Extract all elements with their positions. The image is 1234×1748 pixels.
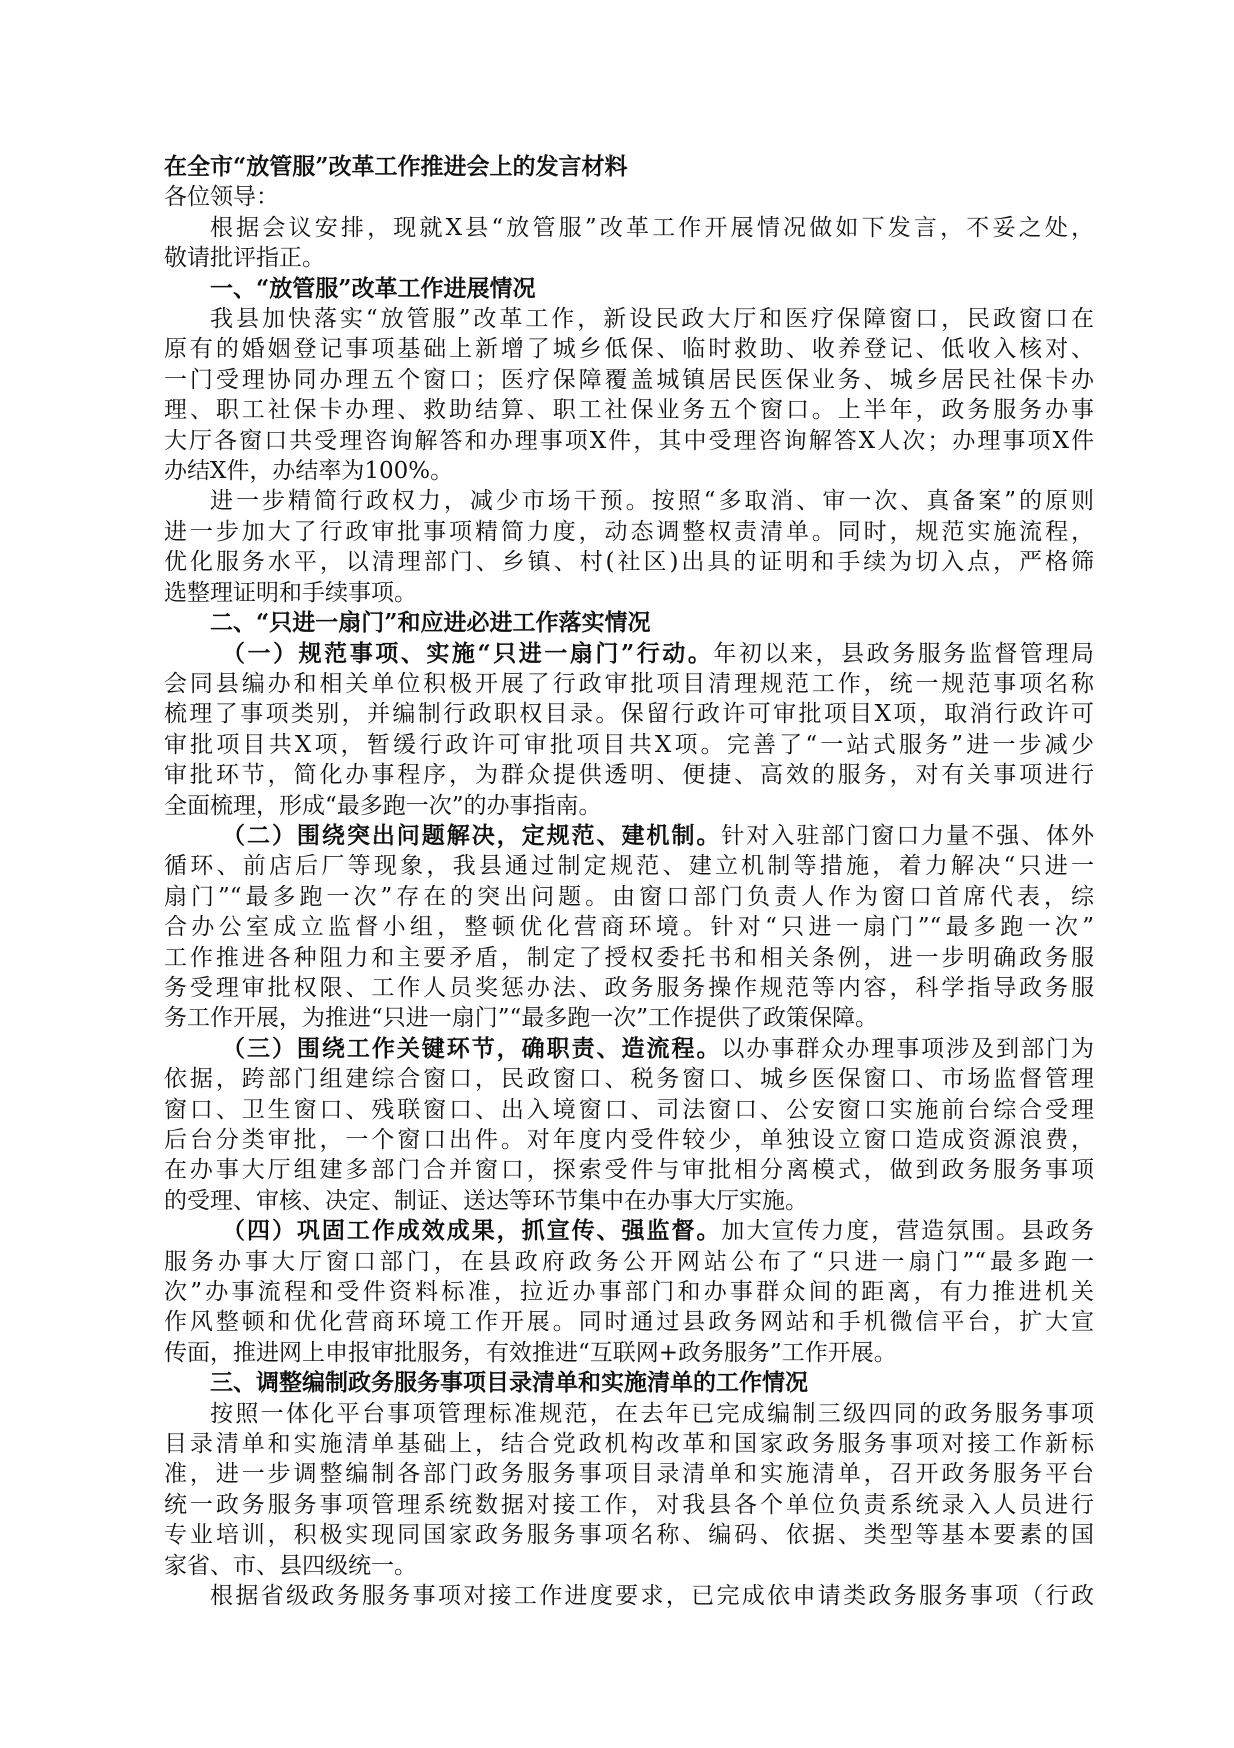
- section-1-para-1-line: 办结X件，办结率为100%。: [164, 458, 454, 485]
- section-2-sub-1-line: 审批环节，简化办事程序，为群众提供透明、便捷、高效的服务，对有关事项进行: [164, 762, 1094, 789]
- section-1-para-2-line: 选整理证明和手续事项。: [164, 579, 417, 606]
- section-2-sub-1-line: 全面梳理，形成“最多跑一次”的办事指南。: [164, 792, 602, 819]
- section-2-sub-1-line: 梳理了事项类别，并编制行政职权目录。保留行政许可审批项目X项，取消行政许可: [164, 701, 1094, 728]
- section-2-sub-1-line: 会同县编办和相关单位积极开展了行政审批项目清理规范工作，统一规范事项名称: [164, 670, 1094, 697]
- section-3-para-1-line: 专业培训，积极实现同国家政务服务事项名称、编码、依据、类型等基本要素的国: [164, 1522, 1094, 1549]
- section-3-para-1-line: 按照一体化平台事项管理标准规范，在去年已完成编制三级四同的政务服务事项: [210, 1400, 1094, 1427]
- section-2-sub-3-line: 窗口、卫生窗口、残联窗口、出入境窗口、司法窗口、公安窗口实施前台综合受理: [164, 1096, 1094, 1123]
- section-1-para-1-line: 大厅各窗口共受理咨询解答和办理事项X件，其中受理咨询解答X人次；办理事项X件: [164, 427, 1094, 454]
- section-2-sub-3-line: 后台分类审批，一个窗口出件。对年度内受件较少，单独设立窗口造成资源浪费，: [164, 1127, 1094, 1153]
- section-2-sub-2-line: 扇门”“最多跑一次”存在的突出问题。由窗口部门负责人作为窗口首席代表，综: [164, 883, 1094, 910]
- sub-heading: （三）围绕工作关键环节，确职责、造流程。: [222, 1034, 722, 1062]
- section-1-para-1-line: 一门受理协同办理五个窗口；医疗保障覆盖城镇居民医保业务、城乡居民社保卡办: [164, 366, 1094, 393]
- section-2-sub-2-line: 务受理审批权限、工作人员奖惩办法、政务服务操作规范等内容，科学指导政务服: [164, 974, 1094, 1001]
- section-3-para-2-line: 根据省级政务服务事项对接工作进度要求，已完成依申请类政务服务事项（行政: [210, 1583, 1094, 1610]
- sub-heading: （二）围绕突出问题解决，定规范、建机制。: [222, 821, 722, 849]
- section-2-sub-2-first-line: [164, 821, 1094, 851]
- section-2-sub-3-line: 在办事大厅组建多部门合并窗口，探索受件与审批相分离模式，做到政务服务事项: [164, 1157, 1094, 1184]
- sub-heading: （一）规范事项、实施“只进一扇门”行动。: [222, 639, 714, 667]
- section-2-sub-4-line: 作风整顿和优化营商环境工作开展。同时通过县政务网站和手机微信平台，扩大宣: [164, 1309, 1094, 1336]
- sub-heading-rest: 以办事群众办理事项涉及到部门为: [721, 1035, 1095, 1062]
- sub-heading-rest: 针对入驻部门窗口力量不强、体外: [721, 822, 1095, 849]
- section-1-heading: 一、“放管服”改革工作进展情况: [210, 274, 536, 302]
- section-2-sub-3-first-line: [164, 1034, 1094, 1064]
- document-body: [164, 152, 1094, 1612]
- section-2-sub-4-first-line: [164, 1216, 1094, 1246]
- document-title: 在全市“放管服”改革工作推进会上的发言材料: [164, 153, 628, 180]
- section-2-sub-2-line: 工作推进各种阻力和主要矛盾，制定了授权委托书和相关条例，进一步明确政务服: [164, 944, 1094, 971]
- section-3-para-1-line: 家省、市、县四级统一。: [164, 1552, 417, 1579]
- section-2-sub-3-line: 依据，跨部门组建综合窗口，民政窗口、税务窗口、城乡医保窗口、市场监督管理: [164, 1066, 1094, 1093]
- section-2-sub-3-line: 的受理、审核、决定、制证、送达等环节集中在办事大厅实施。: [164, 1187, 808, 1214]
- section-1-para-1-line: 理、职工社保卡办理、救助结算、职工社保业务五个窗口。上半年，政务服务办事: [164, 397, 1094, 424]
- salutation: 各位领导：: [164, 184, 279, 211]
- section-2-sub-2-line: 合办公室成立监督小组，整顿优化营商环境。针对“只进一扇门”“最多跑一次”: [164, 914, 1094, 941]
- section-2-sub-4-line: 传面，推进网上申报审批服务，有效推进“互联网+政务服务”工作开展。: [164, 1339, 897, 1366]
- section-1-para-2-line: 进一步精简行政权力，减少市场干预。按照“多取消、审一次、真备案”的原则: [210, 488, 1094, 515]
- section-2-sub-4-line: 服务办事大厅窗口部门，在县政府政务公开网站公布了“只进一扇门”“最多跑一: [164, 1248, 1094, 1275]
- section-3-para-1-line: 统一政务服务事项管理系统数据对接工作，对我县各个单位负责系统录入人员进行: [164, 1491, 1094, 1518]
- section-1-para-1-line: 我县加快落实“放管服”改革工作，新设民政大厅和医疗保障窗口，民政窗口在: [210, 306, 1094, 333]
- section-3-para-1-line: 准，进一步调整编制各部门政务服务事项目录清单和实施清单，召开政务服务平台: [164, 1461, 1094, 1488]
- section-2-heading: 二、“只进一扇门”和应进必进工作落实情况: [210, 609, 651, 637]
- section-3-heading: 三、调整编制政务服务事项目录清单和实施清单的工作情况: [210, 1369, 808, 1397]
- section-2-sub-4-line: 次”办事流程和受件资料标准，拉近办事部门和办事群众间的距离，有力推进机关: [164, 1279, 1094, 1306]
- section-2-sub-1-line: 审批项目共X项，暂缓行政许可审批项目共X项。完善了“一站式服务”进一步减少: [164, 731, 1094, 758]
- section-2-sub-2-line: 循环、前店后厂等现象，我县通过制定规范、建立机制等措施，着力解决“只进一: [164, 853, 1094, 880]
- section-1-para-2-line: 优化服务水平，以清理部门、乡镇、村(社区)出具的证明和手续为切入点，严格筛: [164, 549, 1094, 576]
- intro-line: 敬请批评指正。: [164, 245, 325, 272]
- sub-heading: （四）巩固工作成效成果，抓宣传、强监督。: [222, 1217, 722, 1245]
- section-3-para-1-line: 目录清单和实施清单基础上，结合党政机构改革和国家政务服务事项对接工作新标: [164, 1431, 1094, 1458]
- section-1-para-2-line: 进一步加大了行政审批事项精简力度，动态调整权责清单。同时，规范实施流程，: [164, 518, 1094, 545]
- intro-line: 根据会议安排，现就X县“放管服”改革工作开展情况做如下发言，不妥之处，: [210, 214, 1094, 241]
- sub-heading-rest: 加大宣传力度，营造氛围。县政务: [721, 1218, 1095, 1245]
- section-1-para-1-line: 原有的婚姻登记事项基础上新增了城乡低保、临时救助、收养登记、低收入核对、: [164, 336, 1094, 363]
- sub-heading-rest: 年初以来，县政务服务监督管理局: [713, 640, 1095, 667]
- section-2-sub-2-line: 务工作开展，为推进“只进一扇门”“最多跑一次”工作提供了政策保障。: [164, 1005, 879, 1032]
- section-2-sub-1-first-line: [164, 639, 1094, 669]
